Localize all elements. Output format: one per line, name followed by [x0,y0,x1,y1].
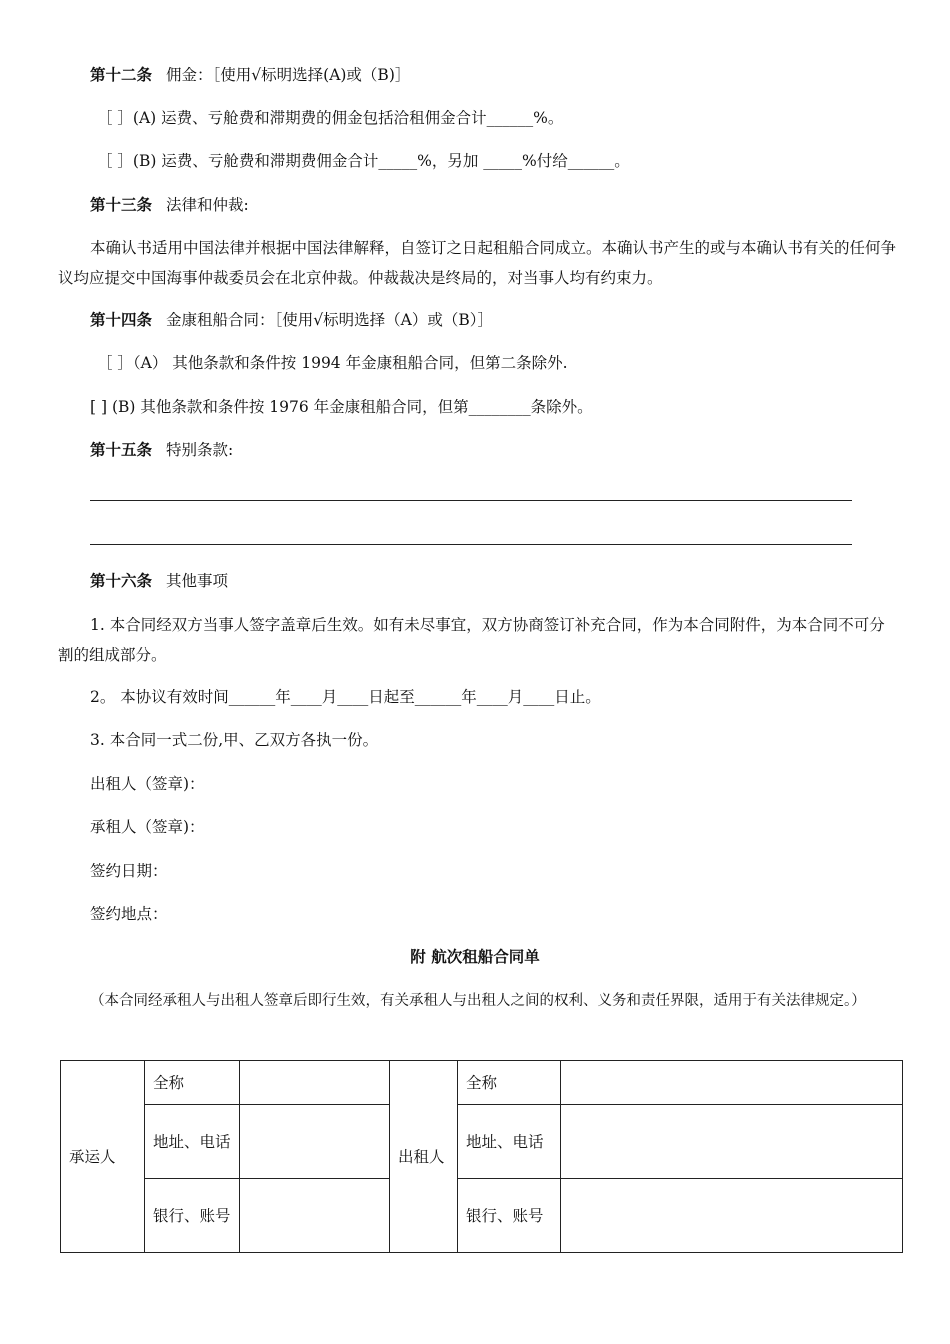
appendix-title: 附 航次租船合同单 [410,947,540,966]
article-14-line [90,309,493,331]
charter-party-form-table [60,1060,903,1253]
lessor-bank-cell[interactable] [561,1179,903,1253]
lessor-name-cell[interactable] [561,1061,903,1105]
article-16-item-3: 3. 本合同一式二份,甲、乙双方各执一份。 [90,731,379,749]
article-12-option-b: ［ ］(B) 运费、亏舱费和滞期费佣金合计_____%，另加 _____%付给______。 [97,152,630,170]
article-16-line [90,570,228,592]
lessor-label: 出租人 [390,1061,458,1253]
article-15-line [90,439,233,461]
carrier-label: 承运人 [61,1061,145,1253]
article-13-body: 本确认书适用中国法律并根据中国法律解释，自签订之日起租船合同成立。本确认书产生的或与本确认书有关的任何争议均应提交中国海事仲裁委员会在北京仲裁。仲裁裁决是终局的，对当事人均有约束力。 [58,239,897,287]
carrier-bank-cell[interactable] [240,1179,390,1253]
article-14-heading: 第十四条 [90,310,153,329]
lessor-field-label: 银行、账号 [458,1179,561,1253]
article-14-option-a: ［ ］（A） 其他条款和条件按 1994 年金康租船合同，但第二条除外. [97,354,568,372]
special-terms-blank-line [90,544,852,545]
article-13-text: 法律和仲裁: [166,196,249,214]
article-15-text: 特别条款: [166,441,234,459]
lessor-field-label: 全称 [458,1061,561,1105]
lessor-field-label: 地址、电话 [458,1105,561,1179]
article-16-text: 其他事项 [166,572,229,590]
article-16-item-1: 1. 本合同经双方当事人签字盖章后生效。如有未尽事宜，双方协商签订补充合同，作为本合同附件，为本合同不可分割的组成部分。 [58,616,885,664]
article-14-option-b: [ ] (B) 其他条款和条件按 1976 年金康租船合同，但第________条除外。 [90,398,593,416]
article-14-text: 金康租船合同：［使用√标明选择（A）或（B）］ [166,311,493,329]
article-16-heading: 第十六条 [90,571,153,590]
carrier-name-cell[interactable] [240,1061,390,1105]
carrier-field-label: 地址、电话 [145,1105,240,1179]
carrier-field-label: 全称 [145,1061,240,1105]
article-13-line [90,194,249,216]
carrier-field-label: 银行、账号 [145,1179,240,1253]
signature-date: 签约日期： [90,862,168,880]
lessor-address-cell[interactable] [561,1105,903,1179]
signature-place: 签约地点： [90,905,168,923]
article-12-heading: 第十二条 [90,65,153,84]
signature-lessee: 承租人（签章)： [90,818,205,836]
article-12-text: 佣金：［使用√标明选择(A)或（B)］ [166,66,411,84]
special-terms-blank-line [90,500,852,501]
appendix-note: （本合同经承租人与出租人签章后即行生效，有关承租人与出租人之间的权利、义务和责任界限，适用于有关法律规定。） [90,993,866,1009]
article-13-heading: 第十三条 [90,195,153,214]
article-16-item-2: 2。 本协议有效时间______年____月____日起至______年____月____日止。 [90,688,601,706]
carrier-address-cell[interactable] [240,1105,390,1179]
article-15-heading: 第十五条 [90,440,153,459]
article-12-line [90,64,410,86]
signature-lessor: 出租人（签章)： [90,775,205,793]
article-12-option-a: ［ ］(A) 运费、亏舱费和滞期费的佣金包括洽租佣金合计______%。 [97,109,564,127]
